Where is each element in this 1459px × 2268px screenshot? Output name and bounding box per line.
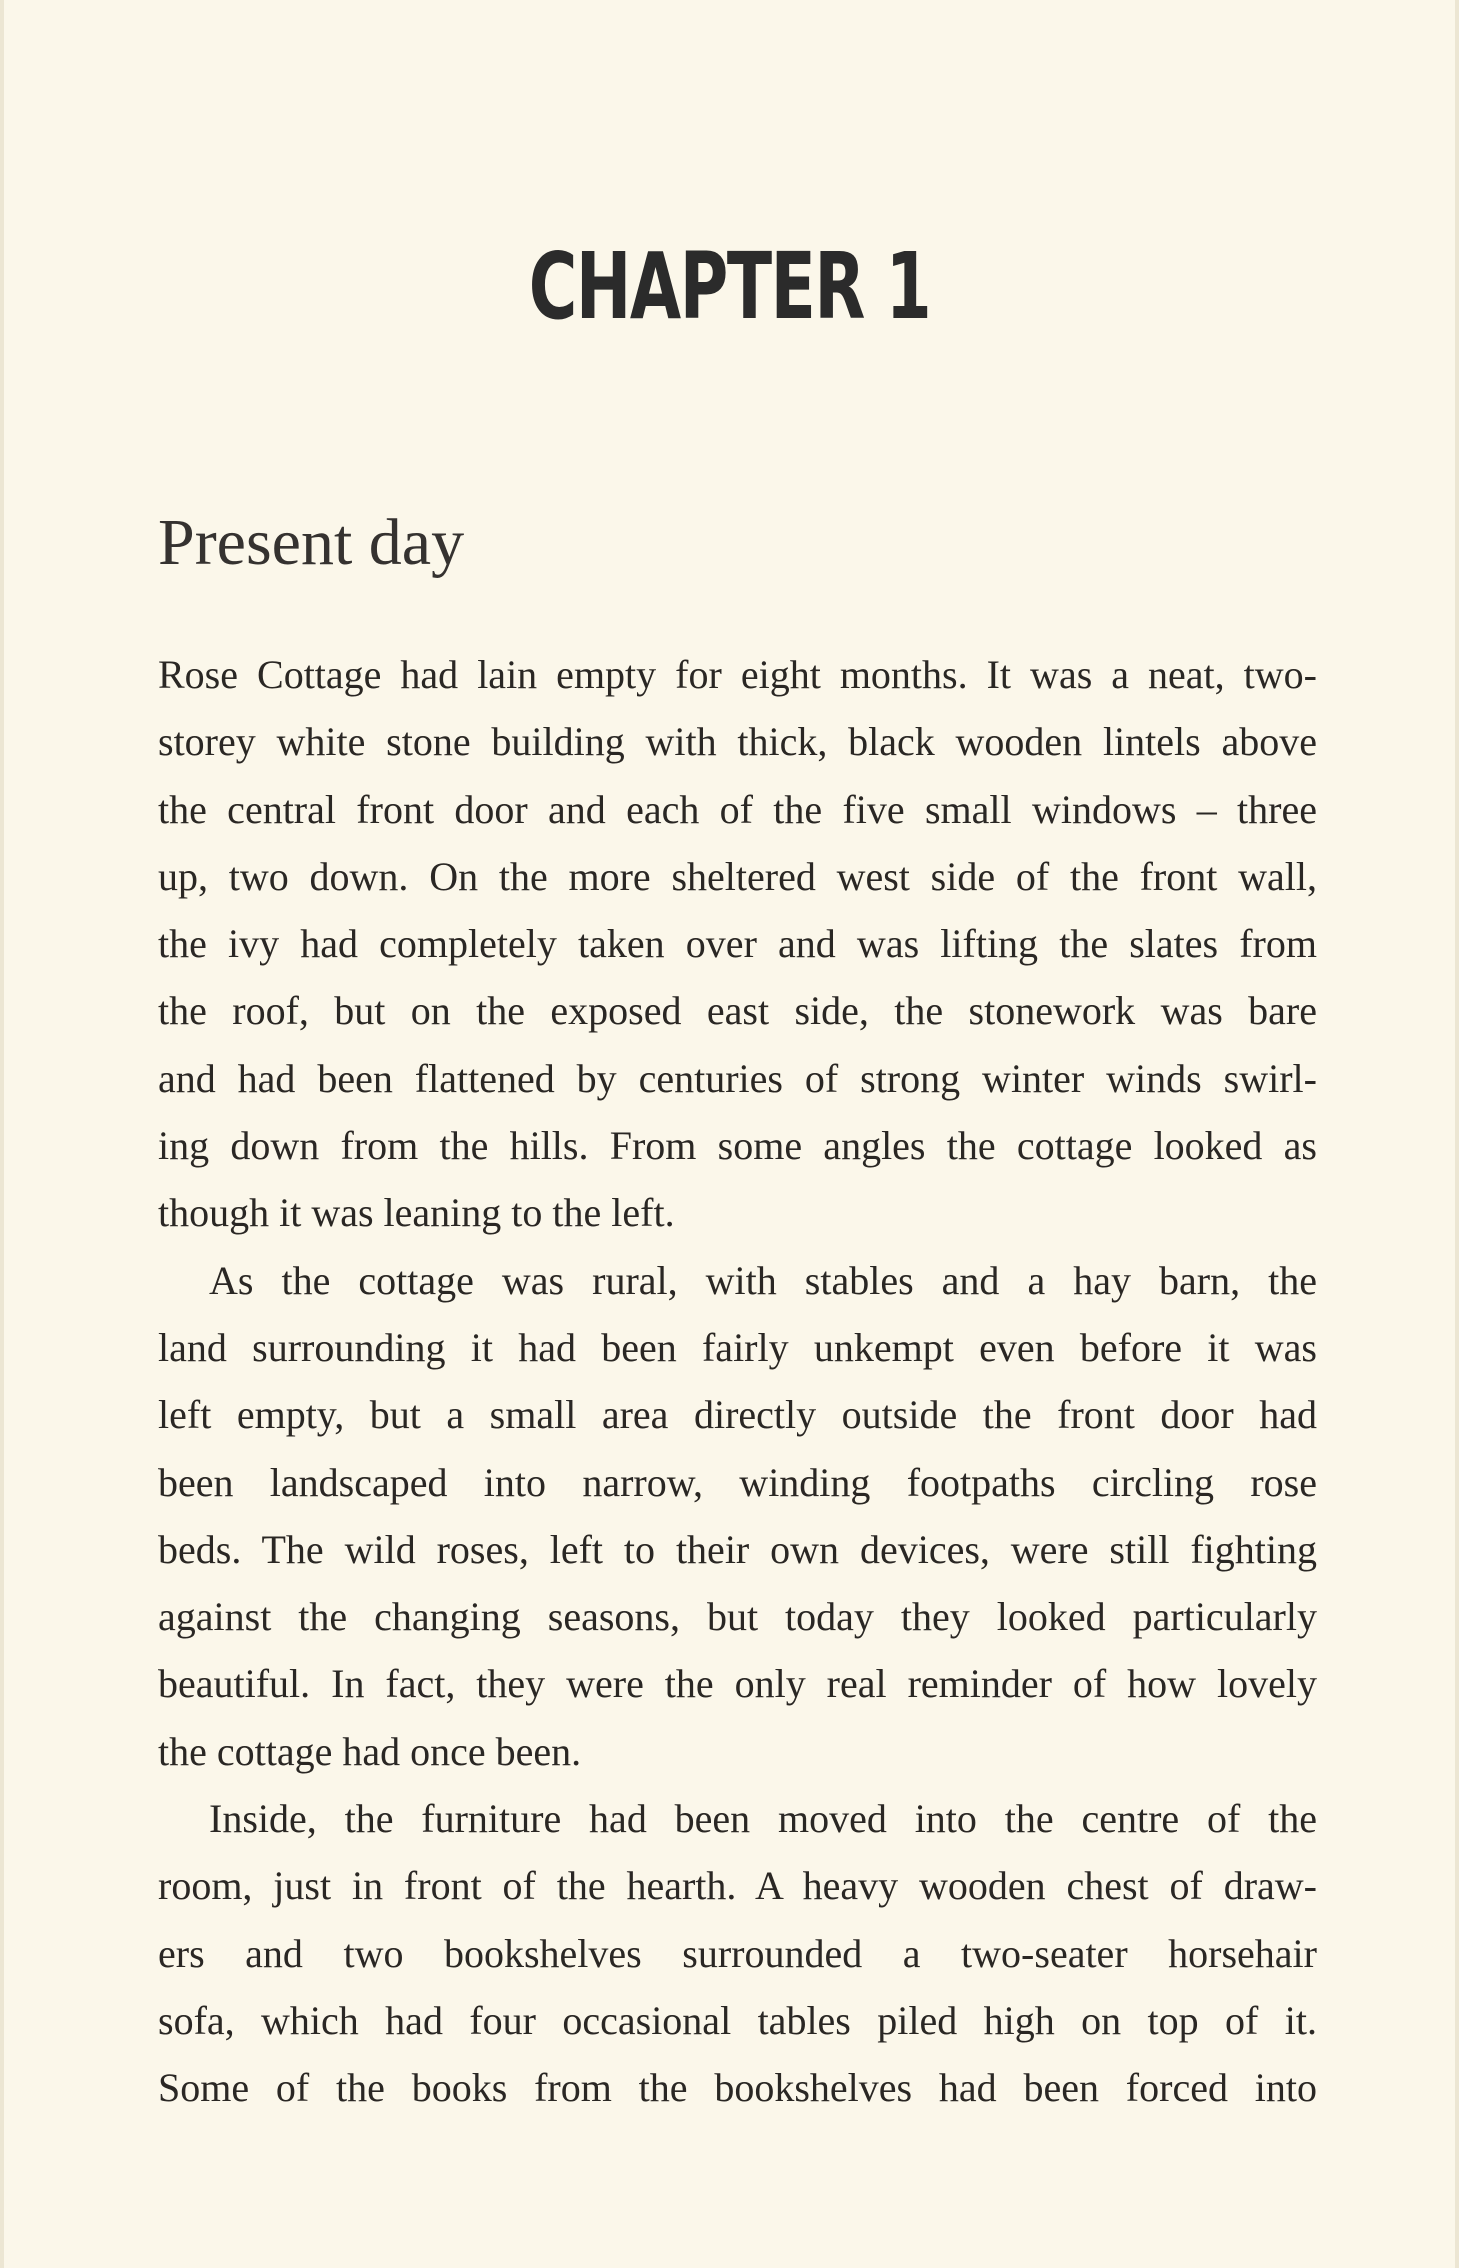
text-line: against the changing seasons, but today they looked particularly (158, 1594, 1317, 1640)
page-edge-left (0, 0, 4, 2268)
text-line: and had been flattened by centuries of strong winter winds swirl- (158, 1055, 1317, 1101)
text-line: As the cottage was rural, with stables and a hay barn, the (209, 1257, 1317, 1303)
text-line: storey white stone building with thick, black wooden lintels above (158, 719, 1317, 765)
body-text (158, 641, 1317, 2122)
chapter-heading: CHAPTER 1 (528, 233, 931, 340)
text-line: been landscaped into narrow, winding footpaths circling rose (158, 1459, 1317, 1505)
text-line: though it was leaning to the left. (158, 1190, 675, 1236)
text-line: Some of the books from the bookshelves had been forced into (158, 2065, 1317, 2111)
text-line: the ivy had completely taken over and was lifting the slates from (158, 921, 1317, 967)
text-line: Inside, the furniture had been moved into the centre of the (209, 1796, 1317, 1842)
text-line: ers and two bookshelves surrounded a two-seater horsehair (158, 1930, 1317, 1976)
text-line: sofa, which had four occasional tables piled high on top of it. (158, 1997, 1317, 2043)
text-line: the cottage had once been. (158, 1728, 582, 1774)
text-line: beds. The wild roses, left to their own devices, were still fighting (158, 1526, 1317, 1572)
text-line: beautiful. In fact, they were the only real reminder of how lovely (158, 1661, 1317, 1707)
section-heading: Present day (158, 506, 465, 579)
text-line: room, just in front of the hearth. A heavy wooden chest of draw- (158, 1863, 1317, 1909)
page-edge-right (1455, 0, 1459, 2268)
paragraph-2 (158, 1247, 1317, 1785)
paragraph-3 (158, 1785, 1317, 2121)
text-line: the roof, but on the exposed east side, the stonework was bare (158, 988, 1317, 1034)
text-line: Rose Cottage had lain empty for eight months. It was a neat, two- (158, 652, 1317, 697)
text-line: land surrounding it had been fairly unkempt even before it was (158, 1324, 1317, 1370)
text-line: ing down from the hills. From some angles the cottage looked as (158, 1123, 1317, 1169)
text-line: the central front door and each of the five small windows – three (158, 786, 1317, 832)
text-line: left empty, but a small area directly outside the front door had (158, 1392, 1317, 1438)
text-line: up, two down. On the more sheltered west side of the front wall, (158, 853, 1317, 899)
paragraph-1 (158, 641, 1317, 1247)
